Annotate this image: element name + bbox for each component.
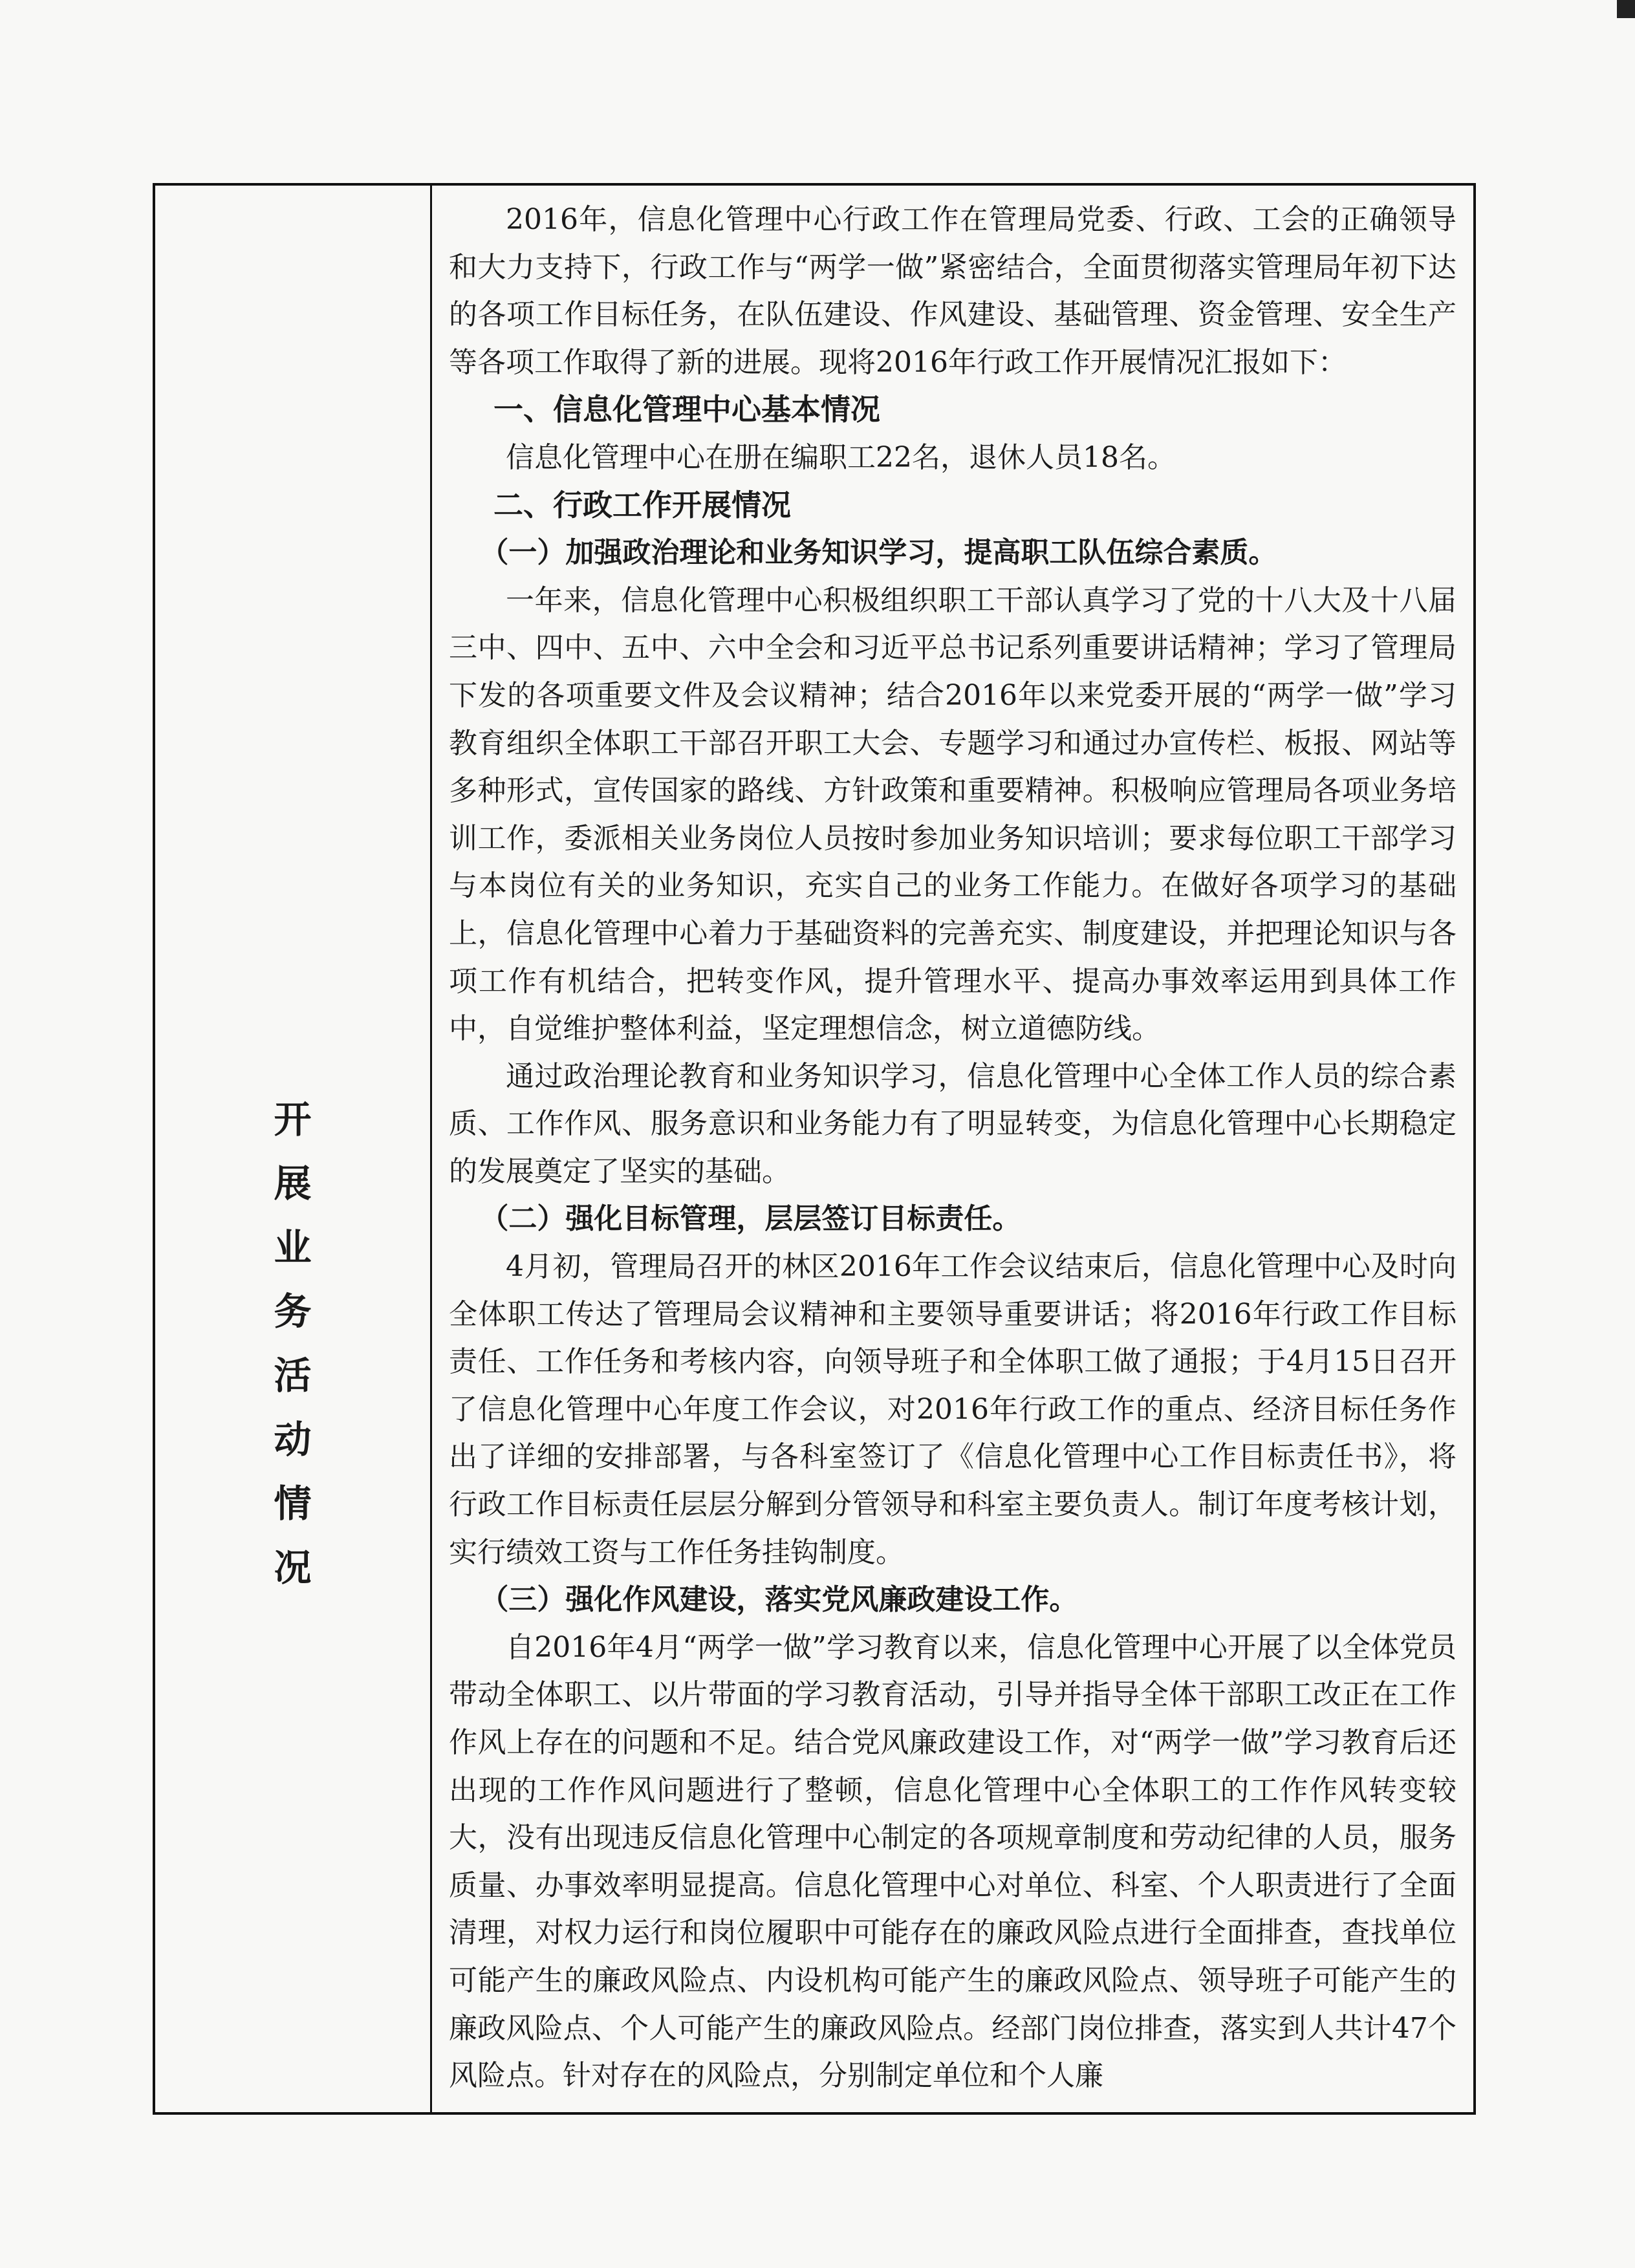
label-char: 开: [274, 1097, 312, 1141]
body-paragraph: 一年来，信息化管理中心积极组织职工干部认真学习了党的十八大及十八届三中、四中、五中、六中全会和习近平总书记系列重要讲话精神；学习了管理局下发的各项重要文件及会议精神；结合2016年以来党委开展的“两学一做”学习教育组织全体职工干部召开职工大会、专题学习和通过办宣传栏、板报、网站等多种形式，宣传国家的路线、方针政策和重要精神。积极响应管理局各项业务培训工作，委派相关业务岗位人员按时参加业务知识培训；要求每位职工干部学习与本岗位有关的业务知识，充实自己的业务工作能力。在做好各项学习的基础上，信息化管理中心着力于基础资料的完善充实、制度建设，并把理论知识与各项工作有机结合，把转变作风，提升管理水平、提高办事效率运用到具体工作中，自觉维护整体利益，坚定理想信念，树立道德防线。: [449, 583, 1456, 1046]
label-char: 动: [274, 1418, 312, 1462]
report-content: [432, 186, 1473, 2112]
section-heading: 二、行政工作开展情况: [493, 487, 791, 523]
section-heading: 一、信息化管理中心基本情况: [493, 392, 880, 427]
subsection-heading: （二）强化目标管理，层层签订目标责任。: [480, 1202, 1021, 1236]
label-char: 业: [274, 1226, 312, 1269]
scan-corner-mark: [1617, 0, 1635, 18]
label-column: [155, 186, 432, 2112]
body-paragraph: 通过政治理论教育和业务知识学习，信息化管理中心全体工作人员的综合素质、工作作风、服务意识和业务能力有了明显转变，为信息化管理中心长期稳定的发展奠定了坚实的基础。: [449, 1059, 1456, 1188]
body-paragraph: 2016年，信息化管理中心行政工作在管理局党委、行政、工会的正确领导和大力支持下，行政工作与“两学一做”紧密结合，全面贯彻落实管理局年初下达的各项工作目标任务，在队伍建设、作风建设、基础管理、资金管理、安全生产等各项工作取得了新的进展。现将2016年行政工作开展情况汇报如下：: [449, 203, 1456, 379]
label-char: 务: [274, 1290, 312, 1334]
label-char: 况: [274, 1546, 312, 1590]
body-paragraph: 4月初，管理局召开的林区2016年工作会议结束后，信息化管理中心及时向全体职工传达了管理局会议精神和主要领导重要讲话；将2016年行政工作目标责任、工作任务和考核内容，向领导班子和全体职工做了通报；于4月15日召开了信息化管理中心年度工作会议，对2016年行政工作的重点、经济目标任务作出了详细的安排部署，与各科室签订了《信息化管理中心工作目标责任书》，将行政工作目标责任层层分解到分管领导和科室主要负责人。制订年度考核计划，实行绩效工资与工作任务挂钩制度。: [449, 1250, 1456, 1569]
label-char: 情: [274, 1482, 312, 1526]
subsection-heading: （一）加强政治理论和业务知识学习，提高职工队伍综合素质。: [480, 536, 1277, 570]
label-char: 展: [274, 1161, 312, 1205]
body-paragraph: 信息化管理中心在册在编职工22名，退休人员18名。: [506, 440, 1176, 474]
body-paragraph: 自2016年4月“两学一做”学习教育以来，信息化管理中心开展了以全体党员带动全体职工、以片带面的学习教育活动，引导并指导全体干部职工改正在工作作风上存在的问题和不足。结合党风廉政建设工作，对“两学一做”学习教育后还出现的工作作风问题进行了整顿，信息化管理中心全体职工的工作作风转变较大，没有出现违反信息化管理中心制定的各项规章制度和劳动纪律的人员，服务质量、办事效率明显提高。信息化管理中心对单位、科室、个人职责进行了全面清理，对权力运行和岗位履职中可能存在的廉政风险点进行全面排查，查找单位可能产生的廉政风险点、内设机构可能产生的廉政风险点、领导班子可能产生的廉政风险点、个人可能产生的廉政风险点。经部门岗位排查，落实到人共计47个风险点。针对存在的风险点，分别制定单位和个人廉: [449, 1630, 1456, 2093]
label-char: 活: [274, 1354, 312, 1398]
section-label: [155, 1088, 430, 1600]
subsection-heading: （三）强化作风建设，落实党风廉政建设工作。: [480, 1583, 1078, 1617]
report-table: [153, 183, 1476, 2115]
